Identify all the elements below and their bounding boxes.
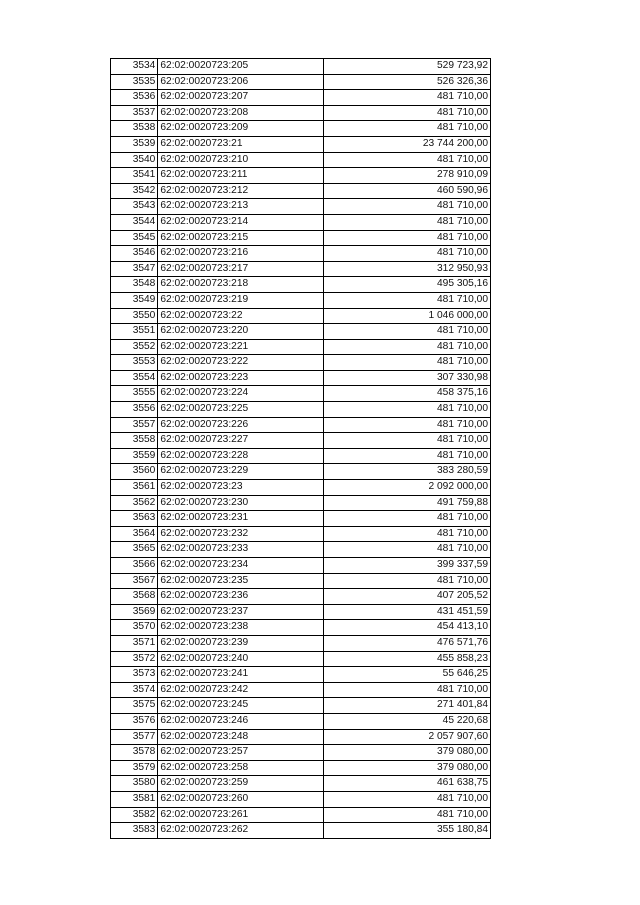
table-row [111, 386, 491, 402]
cadastral-number-cell: 62:02:0020723:261 [158, 807, 324, 823]
value-cell: 383 280,59 [324, 464, 491, 480]
table-row [111, 292, 491, 308]
cadastral-number-cell: 62:02:0020723:217 [158, 261, 324, 277]
cadastral-number-cell: 62:02:0020723:214 [158, 214, 324, 230]
table-row [111, 713, 491, 729]
row-number-cell: 3572 [111, 651, 158, 667]
row-number-cell: 3568 [111, 589, 158, 605]
value-cell: 431 451,59 [324, 604, 491, 620]
table-row [111, 823, 491, 839]
cadastral-number-cell: 62:02:0020723:207 [158, 90, 324, 106]
value-cell: 312 950,93 [324, 261, 491, 277]
cadastral-number-cell: 62:02:0020723:232 [158, 526, 324, 542]
table-row [111, 620, 491, 636]
row-number-cell: 3542 [111, 183, 158, 199]
row-number-cell: 3570 [111, 620, 158, 636]
value-cell: 481 710,00 [324, 355, 491, 371]
value-cell: 481 710,00 [324, 324, 491, 340]
row-number-cell: 3539 [111, 136, 158, 152]
row-number-cell: 3559 [111, 448, 158, 464]
cadastral-number-cell: 62:02:0020723:225 [158, 402, 324, 418]
value-cell: 481 710,00 [324, 402, 491, 418]
row-number-cell: 3553 [111, 355, 158, 371]
row-number-cell: 3574 [111, 682, 158, 698]
table-row [111, 308, 491, 324]
cadastral-number-cell: 62:02:0020723:21 [158, 136, 324, 152]
table-row [111, 59, 491, 75]
table-row [111, 698, 491, 714]
cadastral-number-cell: 62:02:0020723:224 [158, 386, 324, 402]
cadastral-number-cell: 62:02:0020723:210 [158, 152, 324, 168]
row-number-cell: 3577 [111, 729, 158, 745]
cadastral-number-cell: 62:02:0020723:238 [158, 620, 324, 636]
cadastral-number-cell: 62:02:0020723:213 [158, 199, 324, 215]
table-row [111, 480, 491, 496]
table-row [111, 558, 491, 574]
value-cell: 481 710,00 [324, 542, 491, 558]
value-cell: 481 710,00 [324, 214, 491, 230]
table-row [111, 464, 491, 480]
row-number-cell: 3555 [111, 386, 158, 402]
table-row [111, 339, 491, 355]
value-cell: 481 710,00 [324, 807, 491, 823]
table-row [111, 324, 491, 340]
row-number-cell: 3558 [111, 433, 158, 449]
table-row [111, 230, 491, 246]
table-row [111, 136, 491, 152]
value-cell: 481 710,00 [324, 199, 491, 215]
row-number-cell: 3571 [111, 635, 158, 651]
row-number-cell: 3582 [111, 807, 158, 823]
cadastral-number-cell: 62:02:0020723:245 [158, 698, 324, 714]
cadastral-number-cell: 62:02:0020723:215 [158, 230, 324, 246]
table-row [111, 355, 491, 371]
value-cell: 481 710,00 [324, 230, 491, 246]
table-row [111, 168, 491, 184]
value-cell: 271 401,84 [324, 698, 491, 714]
row-number-cell: 3550 [111, 308, 158, 324]
table-row [111, 776, 491, 792]
row-number-cell: 3551 [111, 324, 158, 340]
value-cell: 481 710,00 [324, 573, 491, 589]
row-number-cell: 3581 [111, 791, 158, 807]
cadastral-number-cell: 62:02:0020723:257 [158, 745, 324, 761]
value-cell: 481 710,00 [324, 121, 491, 137]
table-body [111, 59, 491, 839]
cadastral-number-cell: 62:02:0020723:231 [158, 511, 324, 527]
table-row [111, 573, 491, 589]
cadastral-number-cell: 62:02:0020723:22 [158, 308, 324, 324]
table-row [111, 214, 491, 230]
row-number-cell: 3580 [111, 776, 158, 792]
value-cell: 529 723,92 [324, 59, 491, 75]
row-number-cell: 3573 [111, 667, 158, 683]
table-row [111, 246, 491, 262]
row-number-cell: 3575 [111, 698, 158, 714]
row-number-cell: 3560 [111, 464, 158, 480]
row-number-cell: 3579 [111, 760, 158, 776]
row-number-cell: 3569 [111, 604, 158, 620]
table-row [111, 542, 491, 558]
value-cell: 55 646,25 [324, 667, 491, 683]
value-cell: 2 057 907,60 [324, 729, 491, 745]
row-number-cell: 3583 [111, 823, 158, 839]
value-cell: 481 710,00 [324, 417, 491, 433]
value-cell: 407 205,52 [324, 589, 491, 605]
table-row [111, 261, 491, 277]
value-cell: 458 375,16 [324, 386, 491, 402]
value-cell: 2 092 000,00 [324, 480, 491, 496]
row-number-cell: 3541 [111, 168, 158, 184]
table-row [111, 651, 491, 667]
table-row [111, 635, 491, 651]
cadastral-number-cell: 62:02:0020723:205 [158, 59, 324, 75]
cadastral-number-cell: 62:02:0020723:262 [158, 823, 324, 839]
cadastral-number-cell: 62:02:0020723:212 [158, 183, 324, 199]
row-number-cell: 3534 [111, 59, 158, 75]
value-cell: 45 220,68 [324, 713, 491, 729]
table-row [111, 448, 491, 464]
row-number-cell: 3543 [111, 199, 158, 215]
cadastral-number-cell: 62:02:0020723:227 [158, 433, 324, 449]
cadastral-number-cell: 62:02:0020723:223 [158, 370, 324, 386]
value-cell: 454 413,10 [324, 620, 491, 636]
value-cell: 526 326,36 [324, 74, 491, 90]
row-number-cell: 3561 [111, 480, 158, 496]
cadastral-number-cell: 62:02:0020723:260 [158, 791, 324, 807]
value-cell: 481 710,00 [324, 90, 491, 106]
table-row [111, 604, 491, 620]
cadastral-number-cell: 62:02:0020723:208 [158, 105, 324, 121]
cadastral-number-cell: 62:02:0020723:234 [158, 558, 324, 574]
cadastral-value-table [110, 58, 491, 839]
value-cell: 481 710,00 [324, 246, 491, 262]
cadastral-number-cell: 62:02:0020723:216 [158, 246, 324, 262]
value-cell: 481 710,00 [324, 682, 491, 698]
cadastral-number-cell: 62:02:0020723:237 [158, 604, 324, 620]
value-cell: 481 710,00 [324, 448, 491, 464]
row-number-cell: 3576 [111, 713, 158, 729]
table-row [111, 495, 491, 511]
cadastral-number-cell: 62:02:0020723:235 [158, 573, 324, 589]
table-row [111, 121, 491, 137]
value-cell: 481 710,00 [324, 526, 491, 542]
cadastral-number-cell: 62:02:0020723:229 [158, 464, 324, 480]
cadastral-number-cell: 62:02:0020723:211 [158, 168, 324, 184]
row-number-cell: 3565 [111, 542, 158, 558]
cadastral-number-cell: 62:02:0020723:219 [158, 292, 324, 308]
row-number-cell: 3554 [111, 370, 158, 386]
table-row [111, 402, 491, 418]
cadastral-number-cell: 62:02:0020723:209 [158, 121, 324, 137]
row-number-cell: 3535 [111, 74, 158, 90]
cadastral-number-cell: 62:02:0020723:258 [158, 760, 324, 776]
table-row [111, 74, 491, 90]
table-row [111, 682, 491, 698]
cadastral-number-cell: 62:02:0020723:222 [158, 355, 324, 371]
row-number-cell: 3536 [111, 90, 158, 106]
cadastral-number-cell: 62:02:0020723:206 [158, 74, 324, 90]
table-row [111, 729, 491, 745]
table-row [111, 90, 491, 106]
table-row [111, 433, 491, 449]
table-row [111, 183, 491, 199]
row-number-cell: 3566 [111, 558, 158, 574]
row-number-cell: 3546 [111, 246, 158, 262]
table-row [111, 760, 491, 776]
value-cell: 481 710,00 [324, 339, 491, 355]
value-cell: 481 710,00 [324, 105, 491, 121]
table-row [111, 667, 491, 683]
cadastral-number-cell: 62:02:0020723:233 [158, 542, 324, 558]
cadastral-number-cell: 62:02:0020723:242 [158, 682, 324, 698]
value-cell: 23 744 200,00 [324, 136, 491, 152]
table-row [111, 807, 491, 823]
cadastral-number-cell: 62:02:0020723:236 [158, 589, 324, 605]
cadastral-number-cell: 62:02:0020723:226 [158, 417, 324, 433]
row-number-cell: 3552 [111, 339, 158, 355]
row-number-cell: 3556 [111, 402, 158, 418]
row-number-cell: 3567 [111, 573, 158, 589]
cadastral-number-cell: 62:02:0020723:220 [158, 324, 324, 340]
table-row [111, 105, 491, 121]
value-cell: 379 080,00 [324, 745, 491, 761]
cadastral-number-cell: 62:02:0020723:239 [158, 635, 324, 651]
table-row [111, 589, 491, 605]
table-row [111, 370, 491, 386]
cadastral-number-cell: 62:02:0020723:240 [158, 651, 324, 667]
cadastral-number-cell: 62:02:0020723:230 [158, 495, 324, 511]
value-cell: 307 330,98 [324, 370, 491, 386]
cadastral-number-cell: 62:02:0020723:228 [158, 448, 324, 464]
row-number-cell: 3578 [111, 745, 158, 761]
value-cell: 355 180,84 [324, 823, 491, 839]
table-row [111, 526, 491, 542]
row-number-cell: 3537 [111, 105, 158, 121]
row-number-cell: 3562 [111, 495, 158, 511]
value-cell: 399 337,59 [324, 558, 491, 574]
cadastral-number-cell: 62:02:0020723:241 [158, 667, 324, 683]
value-cell: 1 046 000,00 [324, 308, 491, 324]
cadastral-number-cell: 62:02:0020723:23 [158, 480, 324, 496]
value-cell: 495 305,16 [324, 277, 491, 293]
table-row [111, 511, 491, 527]
cadastral-number-cell: 62:02:0020723:246 [158, 713, 324, 729]
row-number-cell: 3545 [111, 230, 158, 246]
value-cell: 455 858,23 [324, 651, 491, 667]
value-cell: 476 571,76 [324, 635, 491, 651]
cadastral-number-cell: 62:02:0020723:218 [158, 277, 324, 293]
cadastral-number-cell: 62:02:0020723:259 [158, 776, 324, 792]
value-cell: 461 638,75 [324, 776, 491, 792]
row-number-cell: 3538 [111, 121, 158, 137]
row-number-cell: 3548 [111, 277, 158, 293]
row-number-cell: 3547 [111, 261, 158, 277]
value-cell: 481 710,00 [324, 292, 491, 308]
table-row [111, 417, 491, 433]
cadastral-number-cell: 62:02:0020723:221 [158, 339, 324, 355]
value-cell: 481 710,00 [324, 152, 491, 168]
value-cell: 481 710,00 [324, 433, 491, 449]
table-row [111, 745, 491, 761]
value-cell: 460 590,96 [324, 183, 491, 199]
value-cell: 491 759,88 [324, 495, 491, 511]
row-number-cell: 3549 [111, 292, 158, 308]
table-row [111, 199, 491, 215]
table-row [111, 277, 491, 293]
row-number-cell: 3544 [111, 214, 158, 230]
value-cell: 379 080,00 [324, 760, 491, 776]
cadastral-number-cell: 62:02:0020723:248 [158, 729, 324, 745]
row-number-cell: 3540 [111, 152, 158, 168]
table-row [111, 791, 491, 807]
row-number-cell: 3563 [111, 511, 158, 527]
row-number-cell: 3564 [111, 526, 158, 542]
value-cell: 481 710,00 [324, 791, 491, 807]
value-cell: 278 910,09 [324, 168, 491, 184]
table-row [111, 152, 491, 168]
row-number-cell: 3557 [111, 417, 158, 433]
value-cell: 481 710,00 [324, 511, 491, 527]
